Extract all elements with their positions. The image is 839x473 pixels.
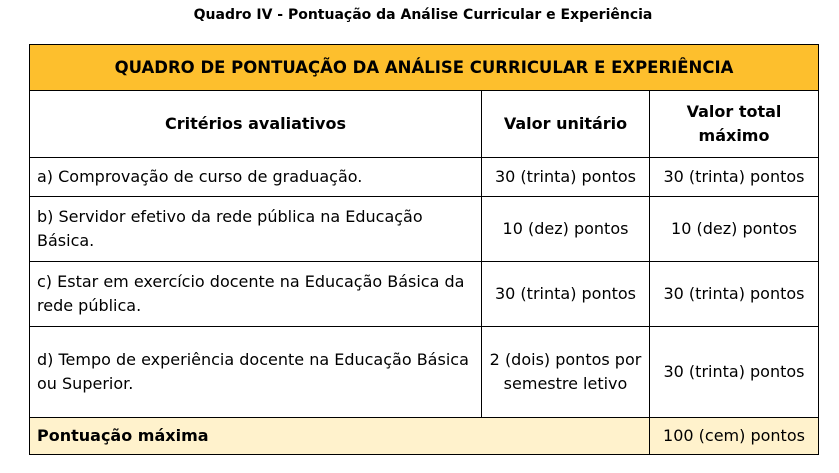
- max-value-cell: 30 (trinta) pontos: [650, 262, 819, 327]
- table-row: [30, 327, 819, 418]
- table-row: [30, 158, 819, 197]
- column-header-row: [30, 91, 819, 158]
- column-header-criteria: Critérios avaliativos: [30, 91, 482, 158]
- table-caption: Quadro IV - Pontuação da Análise Curricular e Experiência: [193, 7, 653, 23]
- column-header-unit-value: Valor unitário: [482, 91, 650, 158]
- unit-value-cell: 10 (dez) pontos: [482, 197, 650, 262]
- table-title-row: [30, 45, 819, 91]
- criterion-cell: d) Tempo de experiência docente na Educação Básica ou Superior.: [30, 327, 482, 418]
- criterion-cell: b) Servidor efetivo da rede pública na Educação Básica.: [30, 197, 482, 262]
- unit-value-cell: 30 (trinta) pontos: [482, 158, 650, 197]
- total-row: [30, 418, 819, 455]
- total-label: Pontuação máxima: [30, 418, 650, 455]
- criterion-cell: c) Estar em exercício docente na Educação Básica da rede pública.: [30, 262, 482, 327]
- max-value-cell: 10 (dez) pontos: [650, 197, 819, 262]
- table-row: [30, 197, 819, 262]
- column-header-max-value: Valor total máximo: [650, 91, 819, 158]
- total-value: 100 (cem) pontos: [650, 418, 819, 455]
- max-value-cell: 30 (trinta) pontos: [650, 327, 819, 418]
- criterion-cell: a) Comprovação de curso de graduação.: [30, 158, 482, 197]
- table-row: [30, 262, 819, 327]
- unit-value-cell: 2 (dois) pontos por semestre letivo: [482, 327, 650, 418]
- table-title: QUADRO DE PONTUAÇÃO DA ANÁLISE CURRICULAR E EXPERIÊNCIA: [30, 45, 819, 91]
- scoring-table: [29, 44, 819, 455]
- max-value-cell: 30 (trinta) pontos: [650, 158, 819, 197]
- unit-value-cell: 30 (trinta) pontos: [482, 262, 650, 327]
